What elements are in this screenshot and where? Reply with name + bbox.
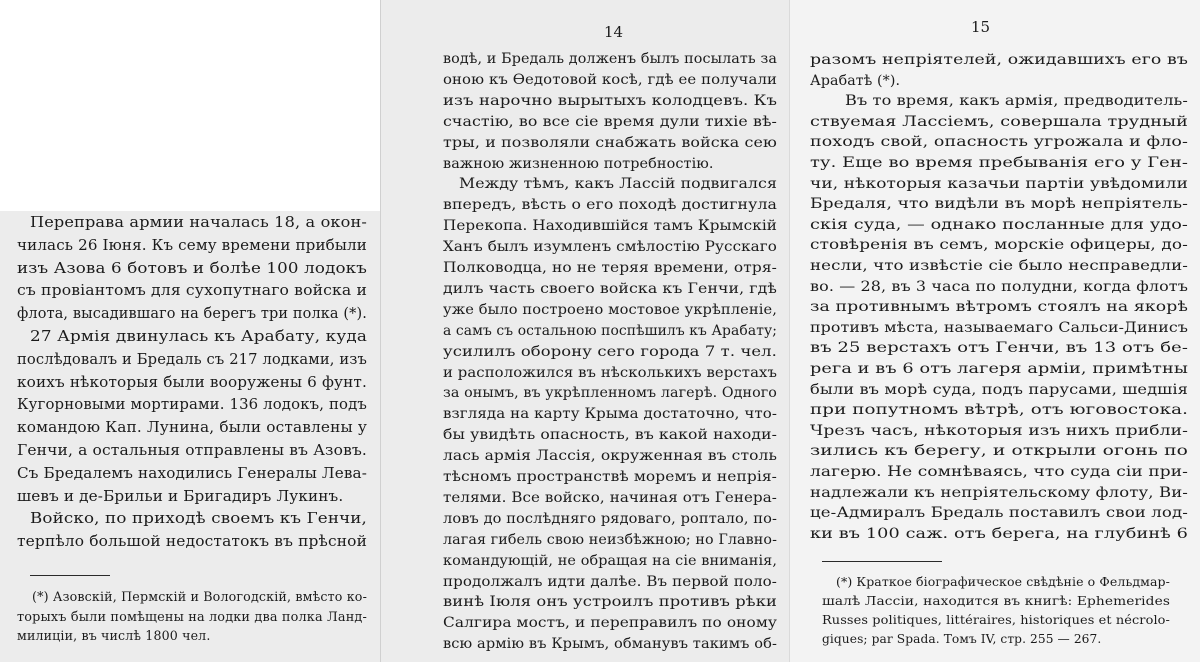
text-line: зились къ берегу, и открыли огонь по [810,443,1188,460]
text-line: изъ нарочно вырытыхъ колодцевъ. Къ [443,92,777,109]
text-line: въ 25 верстахъ отъ Генчи, въ 13 отъ бе- [810,340,1188,357]
text-line: Ханъ былъ изумленъ смѣлостію Русскаго [443,239,777,256]
text-line: тѣсномъ пространствѣ моремъ и непрія- [443,469,777,485]
text-line: Арабатѣ (*). [810,72,901,89]
text-line: Полководца, но не теряя времени, отря- [443,260,777,276]
text-line: тры, и позволяли снабжать войска сею [443,134,777,151]
text-line: Генчи, а остальныя отправлены въ Азовъ. [17,441,367,459]
text-line: винѣ Іюля онъ устроилъ противъ рѣки [443,594,777,611]
text-line: телями. Все войско, начиная отъ Генера- [443,489,777,506]
page-14 [380,0,789,662]
text-line: Чрезъ часъ, нѣкоторыя изъ нихъ прибли- [810,422,1188,439]
footnote-line: торыхъ были помѣщены на лодки два полка Ланд- [17,608,367,624]
text-line: Салгира мостъ, и переправилъ по оному [443,615,777,632]
text-line: флота, высадившаго на берегъ три полка (*). [17,304,367,323]
text-line: дилъ часть своего войска къ Генчи, гдѣ [443,280,777,297]
footnote-line: giques; par Spada. Томъ IV, стр. 255 — 267. [822,631,1102,646]
text-line: всю армію въ Крымъ, обманувъ такимъ об- [443,636,777,653]
footnote-line: милиціи, въ числѣ 1800 чел. [17,628,211,643]
footnote-line: (*) Краткое біографическое свѣдѣніе о Фельдмар- [836,575,1170,590]
text-line: надлежали къ непріятельскому флоту, Ви- [810,484,1188,501]
text-line: Перекопа. Находившійся тамъ Крымскій [443,218,777,235]
text-line: Съ Бредалемъ находились Генералы Лева- [17,463,367,482]
text-line: ки въ 100 саж. отъ берега, на глубинѣ 6 [810,525,1188,542]
footnote-line: Russes politiques, littéraires, historiques et nécrolo- [822,613,1170,627]
page-left-fragment [0,211,380,662]
text-line: рега и въ 6 отъ лагеря арміи, примѣтны [810,361,1188,377]
footnote-divider [822,561,942,562]
text-line: чилась 26 Іюня. Къ сему времени прибыли [17,235,367,254]
text-line: усилилъ оборону сего города 7 т. чел. [443,343,777,360]
text-line: водѣ, и Бредаль долженъ былъ посылать за [443,51,777,67]
text-line: Между тѣмъ, какъ Лассій подвигался [459,176,777,193]
text-line: за противнымъ вѣтромъ стоялъ на якорѣ [810,299,1188,316]
text-line: впередъ, вѣсть о его походѣ достигнула [443,197,777,214]
text-line: за онымъ, въ укрѣпленномъ лагерѣ. Одного [443,385,777,402]
text-line: несли, что извѣстіе сіе было несправедли- [810,258,1188,274]
text-line: шевъ и де-Брильи и Бригадиръ Лукинъ. [17,486,344,505]
text-line: 27 Армія двинулась къ Арабату, куда [30,327,367,345]
text-line: коихъ нѣкоторыя были вооружены 6 фунт. [17,372,367,391]
text-line: ствуемая Лассіемъ, совершала трудный [810,113,1188,130]
footnote-line: шалѣ Лассіи, находится въ книгѣ: Ephemerides [822,594,1170,609]
text-line: Кугорновыми мортирами. 136 лодокъ, подъ [17,395,367,414]
page-number: 14 [604,23,624,41]
text-line: уже было построено мостовое укрѣпленіе, [443,301,777,318]
text-line: лагерю. Не сомнѣваясь, что суда сіи при- [810,464,1188,480]
text-line: и расположился въ нѣсколькихъ верстахъ [443,364,777,381]
text-line: Бредаля, что видѣли въ морѣ непріятель- [810,196,1188,213]
text-line: стовѣренія въ семъ, морскіе офицеры, до- [810,237,1188,254]
text-line: командою Кап. Лунина, были оставлены у [17,418,367,437]
text-line: походъ свой, опасность угрожала и фло- [810,134,1188,151]
text-line: Переправа армии началась 18, а окон- [30,213,367,231]
text-line: счастію, во все сіе время дули тихіе вѣ- [443,113,777,130]
text-line: терпѣло большой недостатокъ въ прѣсной [17,532,367,551]
page-15 [789,0,1200,662]
text-line: во. — 28, въ 3 часа по полудни, когда флотъ [810,278,1188,295]
text-line: ту. Еще во время пребыванія его у Ген- [810,155,1188,171]
text-line: взгляда на карту Крыма достаточно, что- [443,406,777,423]
text-line: были въ морѣ суда, подъ парусами, шедшія [810,381,1188,398]
text-line: съ провіантомъ для сухопутнаго войска и [17,281,367,300]
text-line: важною жизненною потребностію. [443,155,714,172]
text-line: изъ Азова 6 ботовъ и болѣе 100 лодокъ [17,258,367,277]
text-line: Въ то время, какъ армія, предводитель- [845,93,1188,110]
text-line: послѣдовалъ и Бредаль съ 217 лодками, изъ [17,349,367,368]
text-line: бы увидѣть опасность, въ какой находи- [443,427,777,444]
text-line: Войско, по приходѣ своемъ къ Генчи, [30,509,367,528]
text-line: лась армія Лассія, окруженная въ столь [443,448,777,465]
page-number: 15 [971,18,991,36]
text-line: продолжалъ идти далѣе. Въ первой поло- [443,573,777,590]
footnote-line: (*) Азовскій, Пермскій и Вологодскій, вмѣсто ко- [32,589,367,604]
footnote-divider [30,575,110,576]
text-line: командующій, не обращая на сіе вниманія, [443,552,777,569]
text-line: а самъ съ остальною поспѣшилъ къ Арабату; [443,322,777,339]
text-line: скія суда, — однако посланные для удо- [810,216,1188,233]
text-line: ловъ до послѣдняго рядоваго, роптало, по- [443,510,777,527]
text-line: оною къ Ѳедотовой косѣ, гдѣ ее получали [443,71,777,88]
text-line: лагая гибель свою неизбѣжною; но Главно- [443,531,777,548]
text-line: противъ мѣста, называемаго Сальси-Динисъ [810,319,1188,336]
text-line: чи, нѣкоторыя казачьи партіи увѣдомили [810,175,1188,192]
text-line: це-Адмиралъ Бредаль поставилъ свои лод- [810,505,1188,522]
text-line: разомъ непріятелей, ожидавшихъ его въ [810,52,1188,68]
text-line: при попутномъ вѣтрѣ, отъ юговостока. [810,402,1188,419]
